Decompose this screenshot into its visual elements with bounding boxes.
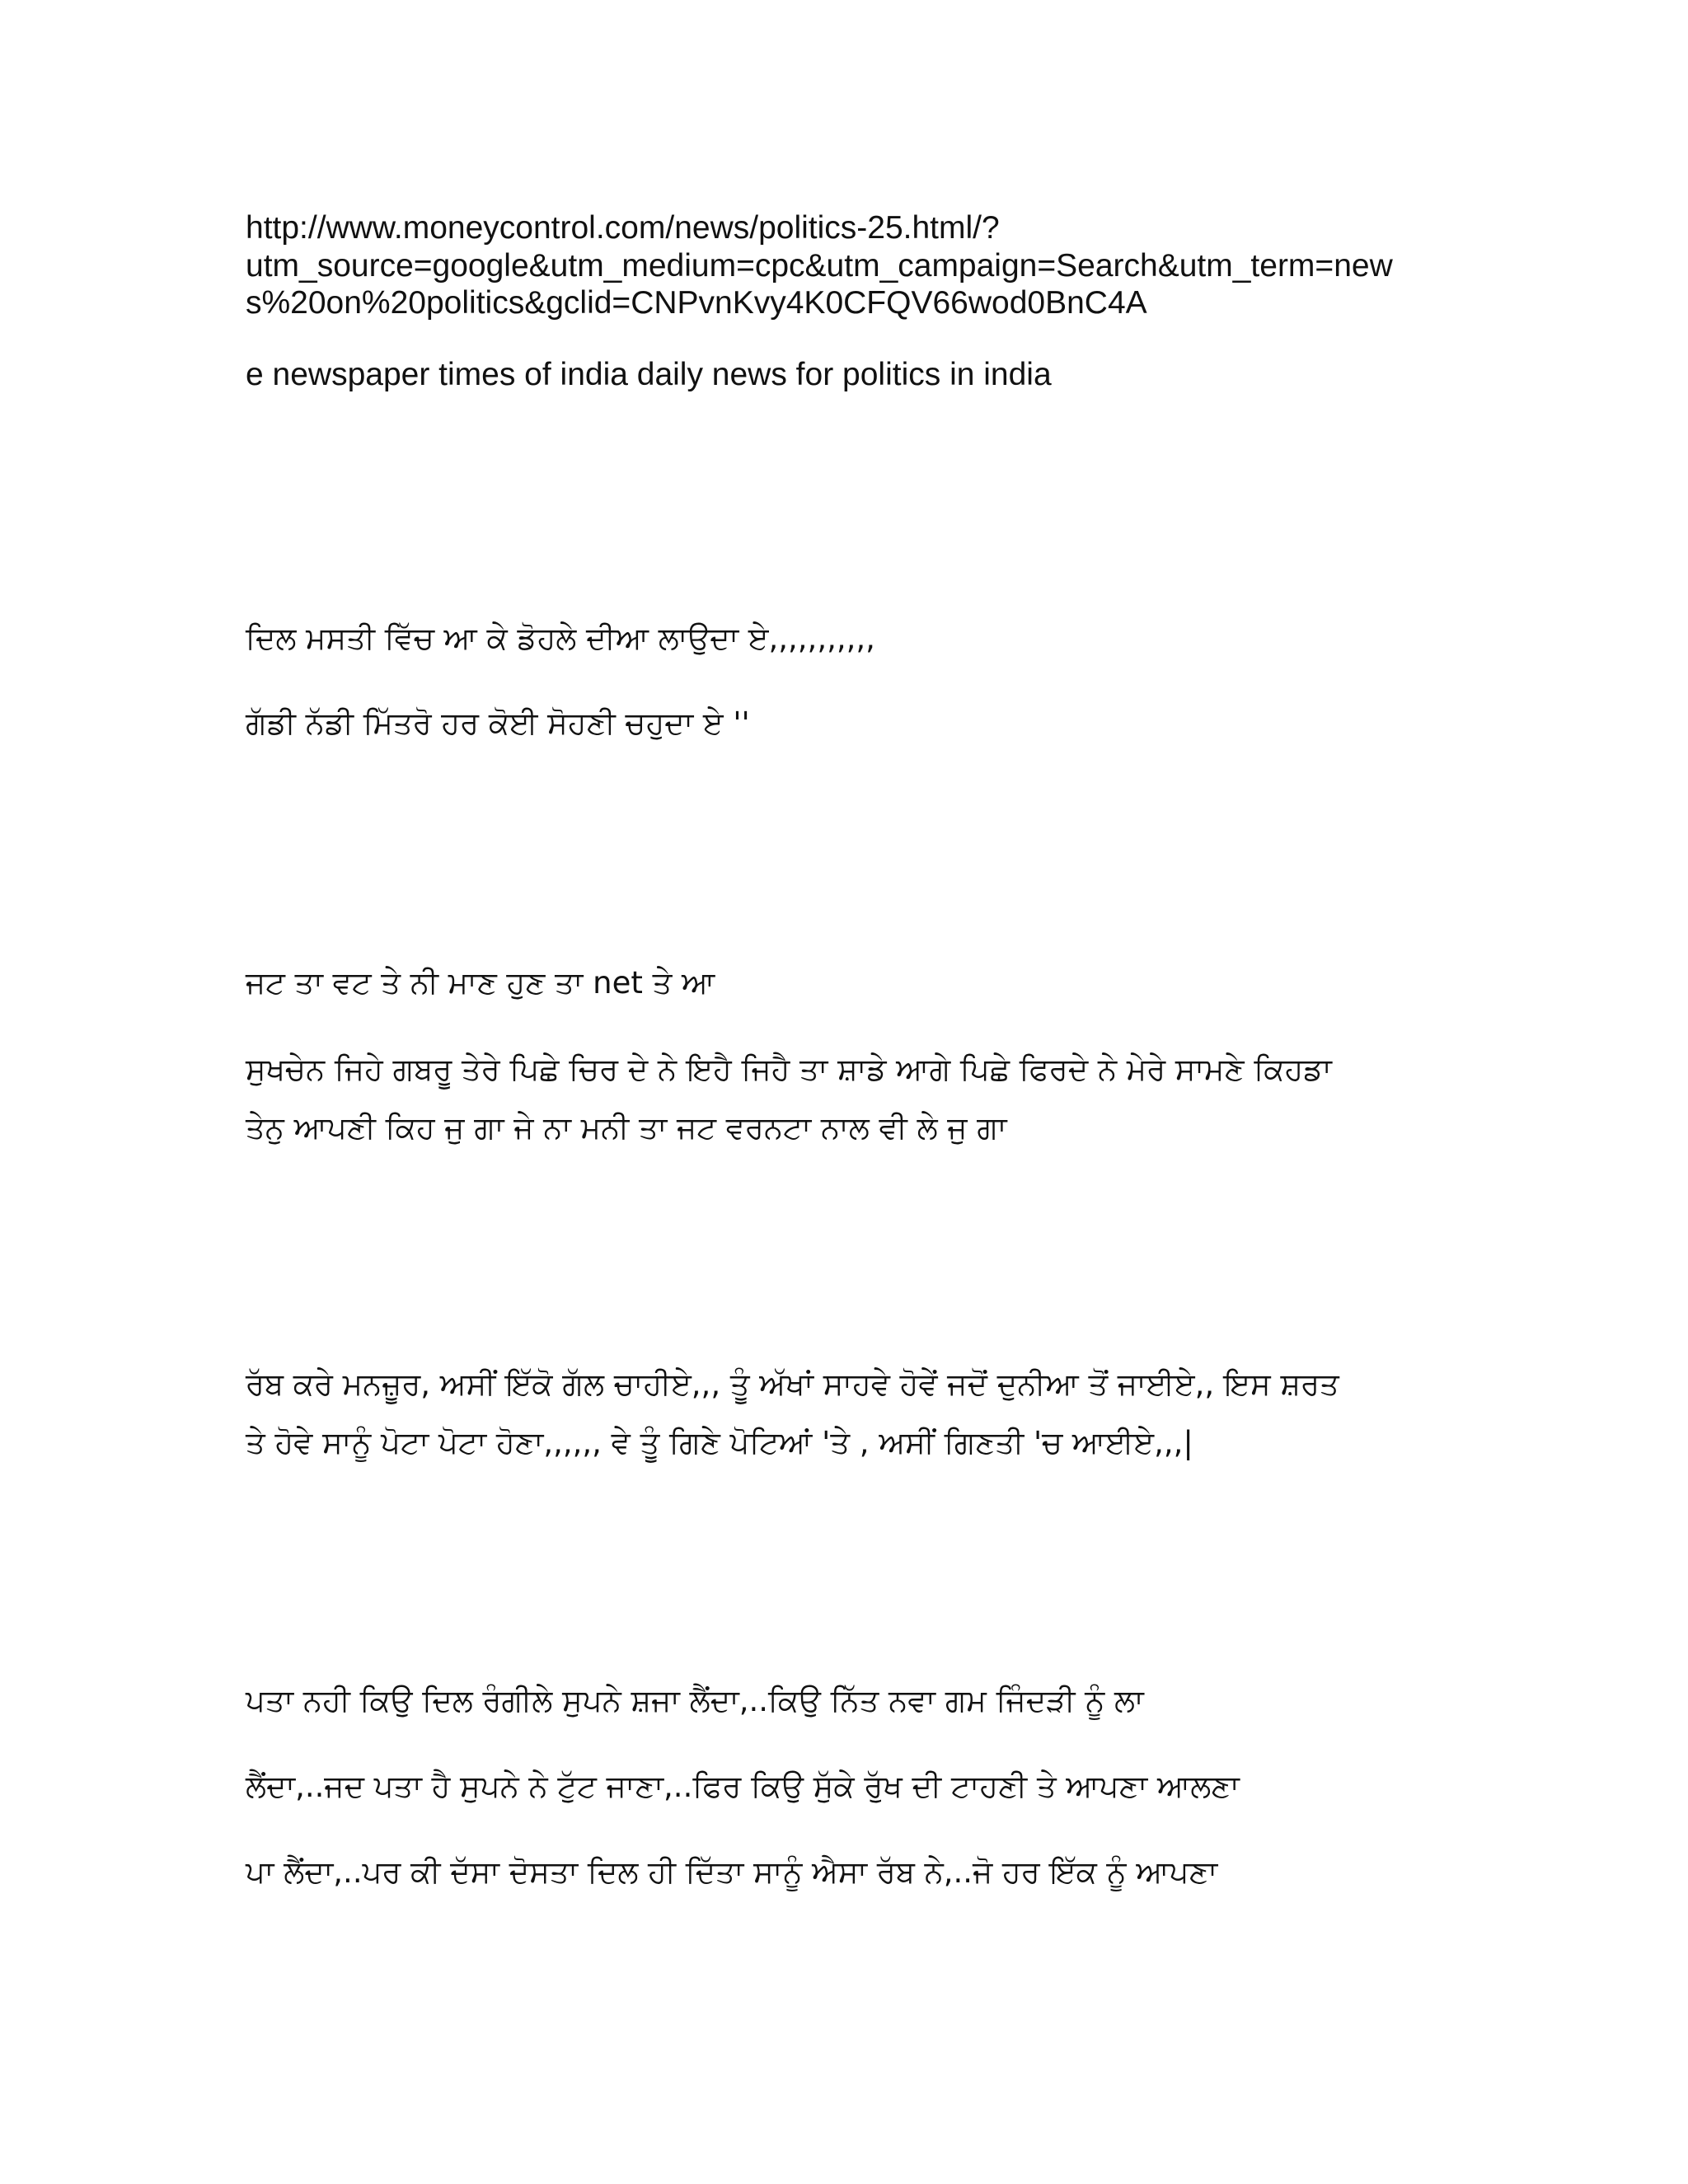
url-line-3: s%20on%20politics&gclid=CNPvnKvy4K0CFQV66wod0BnC4A xyxy=(246,285,1147,321)
verse4-line-2: ਲੈਂਦਾ,..ਜਦ ਪਤਾ ਹੈ ਸੁਪਨੇ ਨੇ ਟੁੱਟ ਜਾਣਾ,..ਫਿਰ ਕਿਉ ਸੁੱਕੇ ਰੁੱਖ ਦੀ ਟਾਹਣੀ ਤੇ ਆਪਣਾ ਆਲਣਾ xyxy=(246,1769,1240,1804)
verse1-line-1: ਦਿਲ ਮਸਤੀ ਵਿੱਚ ਆ ਕੇ ਡੋਹਲੇ ਦੀਆ ਲਾਉਦਾ ਏ,,,,,,,,,,, xyxy=(246,621,875,656)
verse4-line-3: ਪਾ ਲੈਂਦਾ,..ਪਰ ਕੀ ਦੱਸਾ ਦੋਸਤਾ ਦਿਲ ਹੀ ਦਿੱਤਾ ਸਾਨੂੰ ਐਸਾ ਰੱਬ ਨੇ,..ਜੋ ਹਰ ਇੱਕ ਨੂੰ ਆਪਣਾ xyxy=(246,1854,1218,1890)
verse3-line-2: ਤੇ ਹੋਵੇ ਸਾਨੂੰ ਪੋਟਾ ਪੋਟਾ ਹੋਣਾ,,,,,, ਵੇ ਤੂੰ ਗਿਣੇ ਪੋਟਿਆਂ 'ਤੇ , ਅਸੀਂ ਗਿਣਤੀ 'ਚ ਆਈਏ,,,| xyxy=(246,1425,1193,1460)
verse2-line-1: ਜਟ ਤਾ ਵਟ ਤੇ ਨੀ ਮਾਣ ਹੁਣ ਤਾ net ਤੇ ਆ xyxy=(246,965,715,1001)
verse1-line-2: ਗੱਡੀ ਨੱਡੀ ਮਿੱਤਰੋ ਹਰ ਕੋਈ ਸੋਹਣੀ ਚਹੁਦਾ ਏ '' xyxy=(246,705,750,741)
url-line-1: http://www.moneycontrol.com/news/politics-25.html/? xyxy=(246,210,1000,246)
verse4-line-1: ਪਤਾ ਨਹੀ ਕਿਉ ਦਿਲ ਰੰਗੀਲੇ ਸੁਪਨੇ ਸ਼ਜਾ ਲੈਂਦਾ,..ਕਿਉ ਨਿੱਤ ਨਵਾ ਗਮ ਜਿੰਦੜੀ ਨੂੰ ਲਾ xyxy=(246,1683,1144,1718)
caption-text: e newspaper times of india daily news for politics in india xyxy=(246,357,1052,392)
verse2-line-2: ਸੁਖਚੇਨ ਜਿਹੇ ਗਬਰੂ ਤੇਰੇ ਪਿਛੇ ਚਿਰ ਦੇ ਨੇ ਇਹੈ ਜਿਹੈ ਤਾ ਸ਼ਾਡੇ ਆਗੇ ਪਿਛੇ ਫਿਰਦੇ ਨੇ ਮੇਰੇ ਸਾਮਣੇ ਕਿਹਡਾ xyxy=(246,1052,1332,1087)
verse3-line-1: ਰੱਬ ਕਰੇ ਮਨਜ਼ੂਰ, ਅਸੀਂ ਇੱਕੋ ਗੱਲ ਚਾਹੀਏ,,, ਤੂੰ ਅੱਖਾਂ ਸਾਹਵੇ ਹੋਵੇਂ ਜਦੋਂ ਦੁਨੀਆ ਤੋਂ ਜਾਈਏ,, ਇਸ ਸ਼ਰਤ xyxy=(246,1366,1339,1402)
url-line-2: utm_source=google&utm_medium=cpc&utm_campaign=Search&utm_term=new xyxy=(246,248,1393,284)
verse2-line-3: ਤੇਨੁ ਆਪਣੀ ਕਿਹ ਜੁ ਗਾ ਜੇ ਨਾ ਮਨੀ ਤਾ ਜਟ ਵਰਨਟਾ ਨਾਲ ਵੀ ਲੇ ਜੁ ਗਾ xyxy=(246,1110,1007,1146)
